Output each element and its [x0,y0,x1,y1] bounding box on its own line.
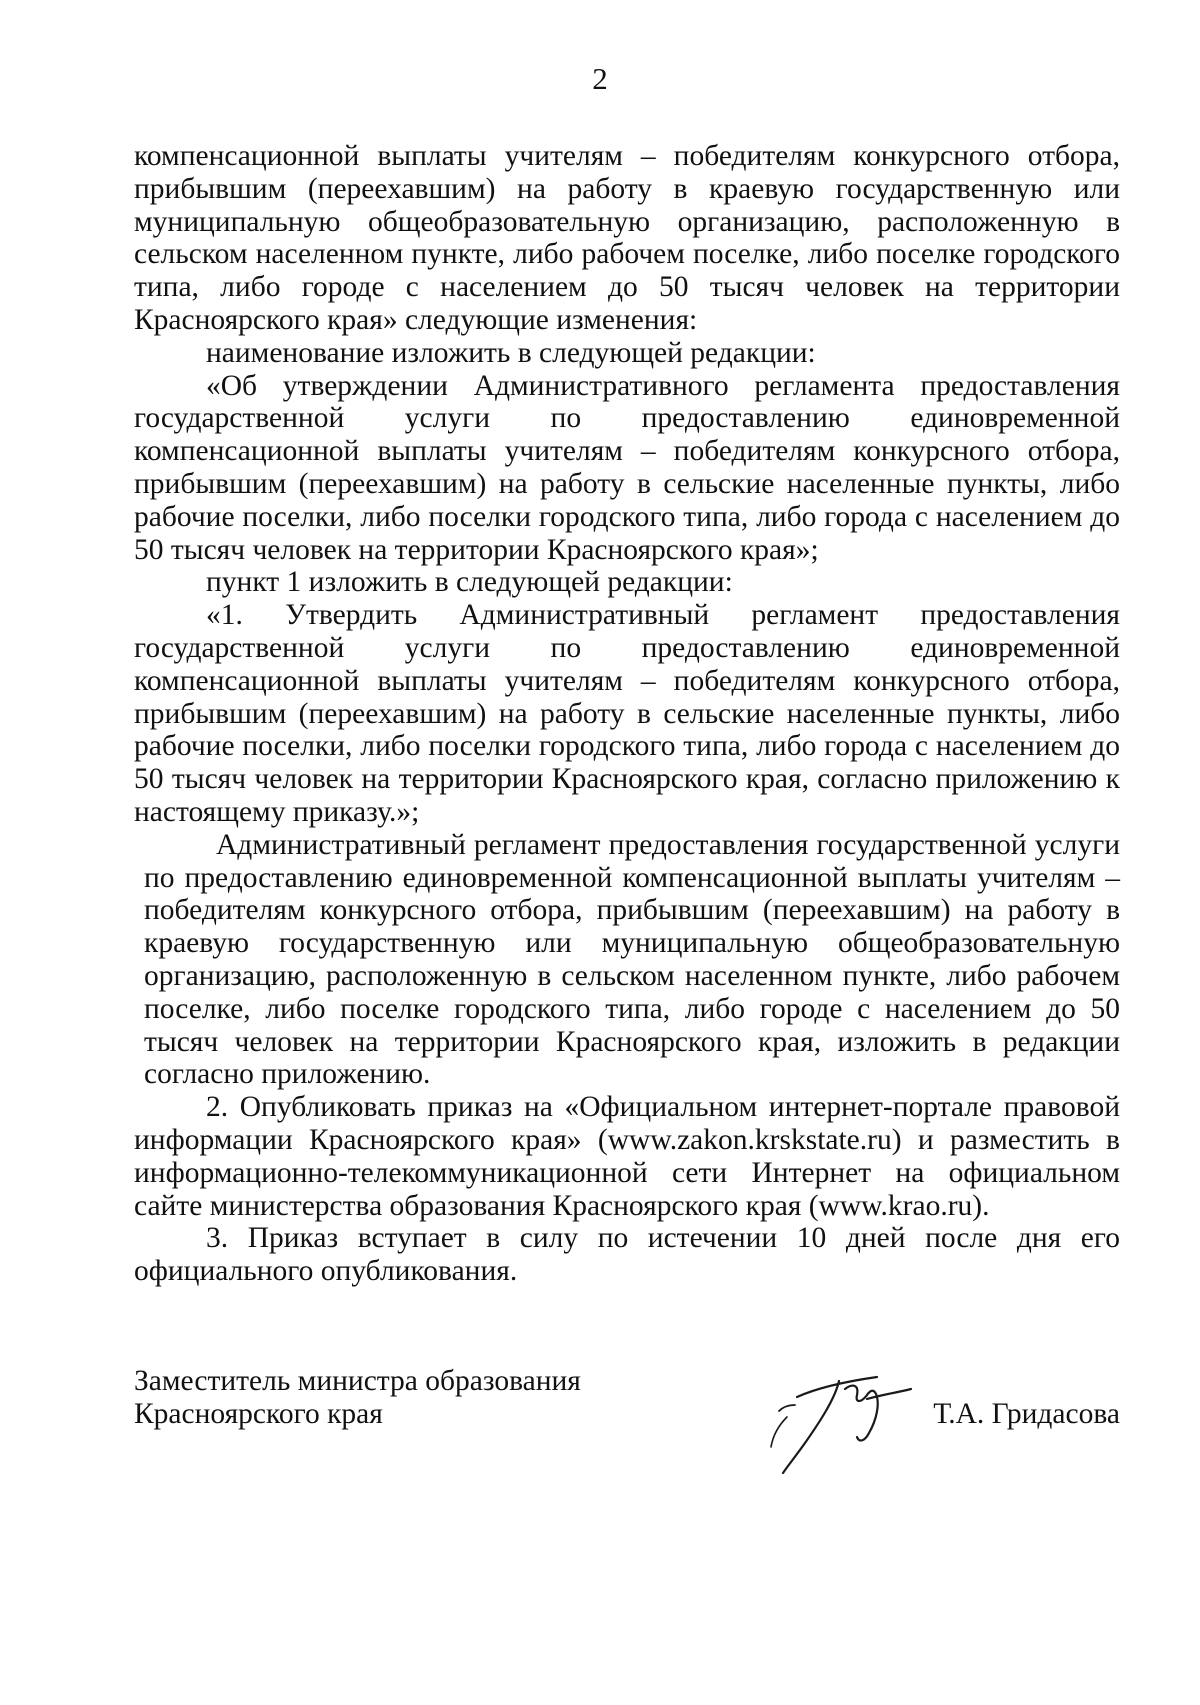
signer-title [134,1365,581,1431]
paragraph-point-2: 2. Опубликовать приказ на «Официальном интернет-портале правовой информации Красноярского края» (www.zakon.krskstate.ru) и разместить в информационно-телекоммуникационной сети Интернет на официальном сайте министерства образования Красноярского края (www.krao.ru). [134,1091,1120,1222]
document-body [134,140,1120,1288]
paragraph-point-1-text: «1. Утвердить Административный регламент предоставления государственной услуги по предоставлению единовременной компенсационной выплаты учителям – победителям конкурсного отбора, прибывшим (переехавшим) на работу в сельские населенные пункты, либо рабочие поселки, либо поселки городского типа, либо города с населением до 50 тысяч человек на территории Красноярского края, согласно приложению к настоящему приказу.»; [134,599,1120,828]
page-number: 2 [592,61,608,96]
signer-name: Т.А. Гридасова [933,1398,1120,1430]
paragraph-name-change: наименование изложить в следующей редакции: [206,336,816,369]
signer-title-line-2: Красноярского края [134,1398,383,1430]
paragraph-continuation: компенсационной выплаты учителям – победителям конкурсного отбора, прибывшим (переехавшим) на работу в краевую государственную или муниципальную общеобразовательную организацию, расположенную в сельском населенном пункте, либо рабочем поселке, либо поселке городского типа, либо городе с населением до 50 тысяч человек на территории Красноярского края» следующие изменения: [134,140,1120,336]
handwritten-signature [749,1359,919,1479]
paragraph-regulation: Административный регламент предоставления государственной услуги по предоставлению единовременной компенсационной выплаты учителям – победителям конкурсного отбора, прибывшим (переехавшим) на работу в краевую государственную или муниципальную общеобразовательную организацию, расположенную в сельском населенном пункте, либо рабочем поселке, либо поселке городского типа, либо городе с населением до 50 тысяч человек на территории Красноярского края, изложить в редакции согласно приложению. [144,828,1120,1091]
signature-block [134,1365,1120,1485]
paragraph-new-title: «Об утверждении Административного регламента предоставления государственной услуги по предоставлению единовременной компенсационной выплаты учителям – победителям конкурсного отбора, прибывшим (переехавшим) на работу в сельские населенные пункты, либо рабочие поселки, либо поселки городского типа, либо города с населением до 50 тысяч человек на территории Красноярского края»; [134,369,1120,566]
paragraph-point-1-change: пункт 1 изложить в следующей редакции: [206,566,733,599]
signer-title-line-1: Заместитель министра образования [134,1365,581,1397]
paragraph-point-3: 3. Приказ вступает в силу по истечении 10 дней после дня его официального опубликования. [134,1222,1120,1288]
